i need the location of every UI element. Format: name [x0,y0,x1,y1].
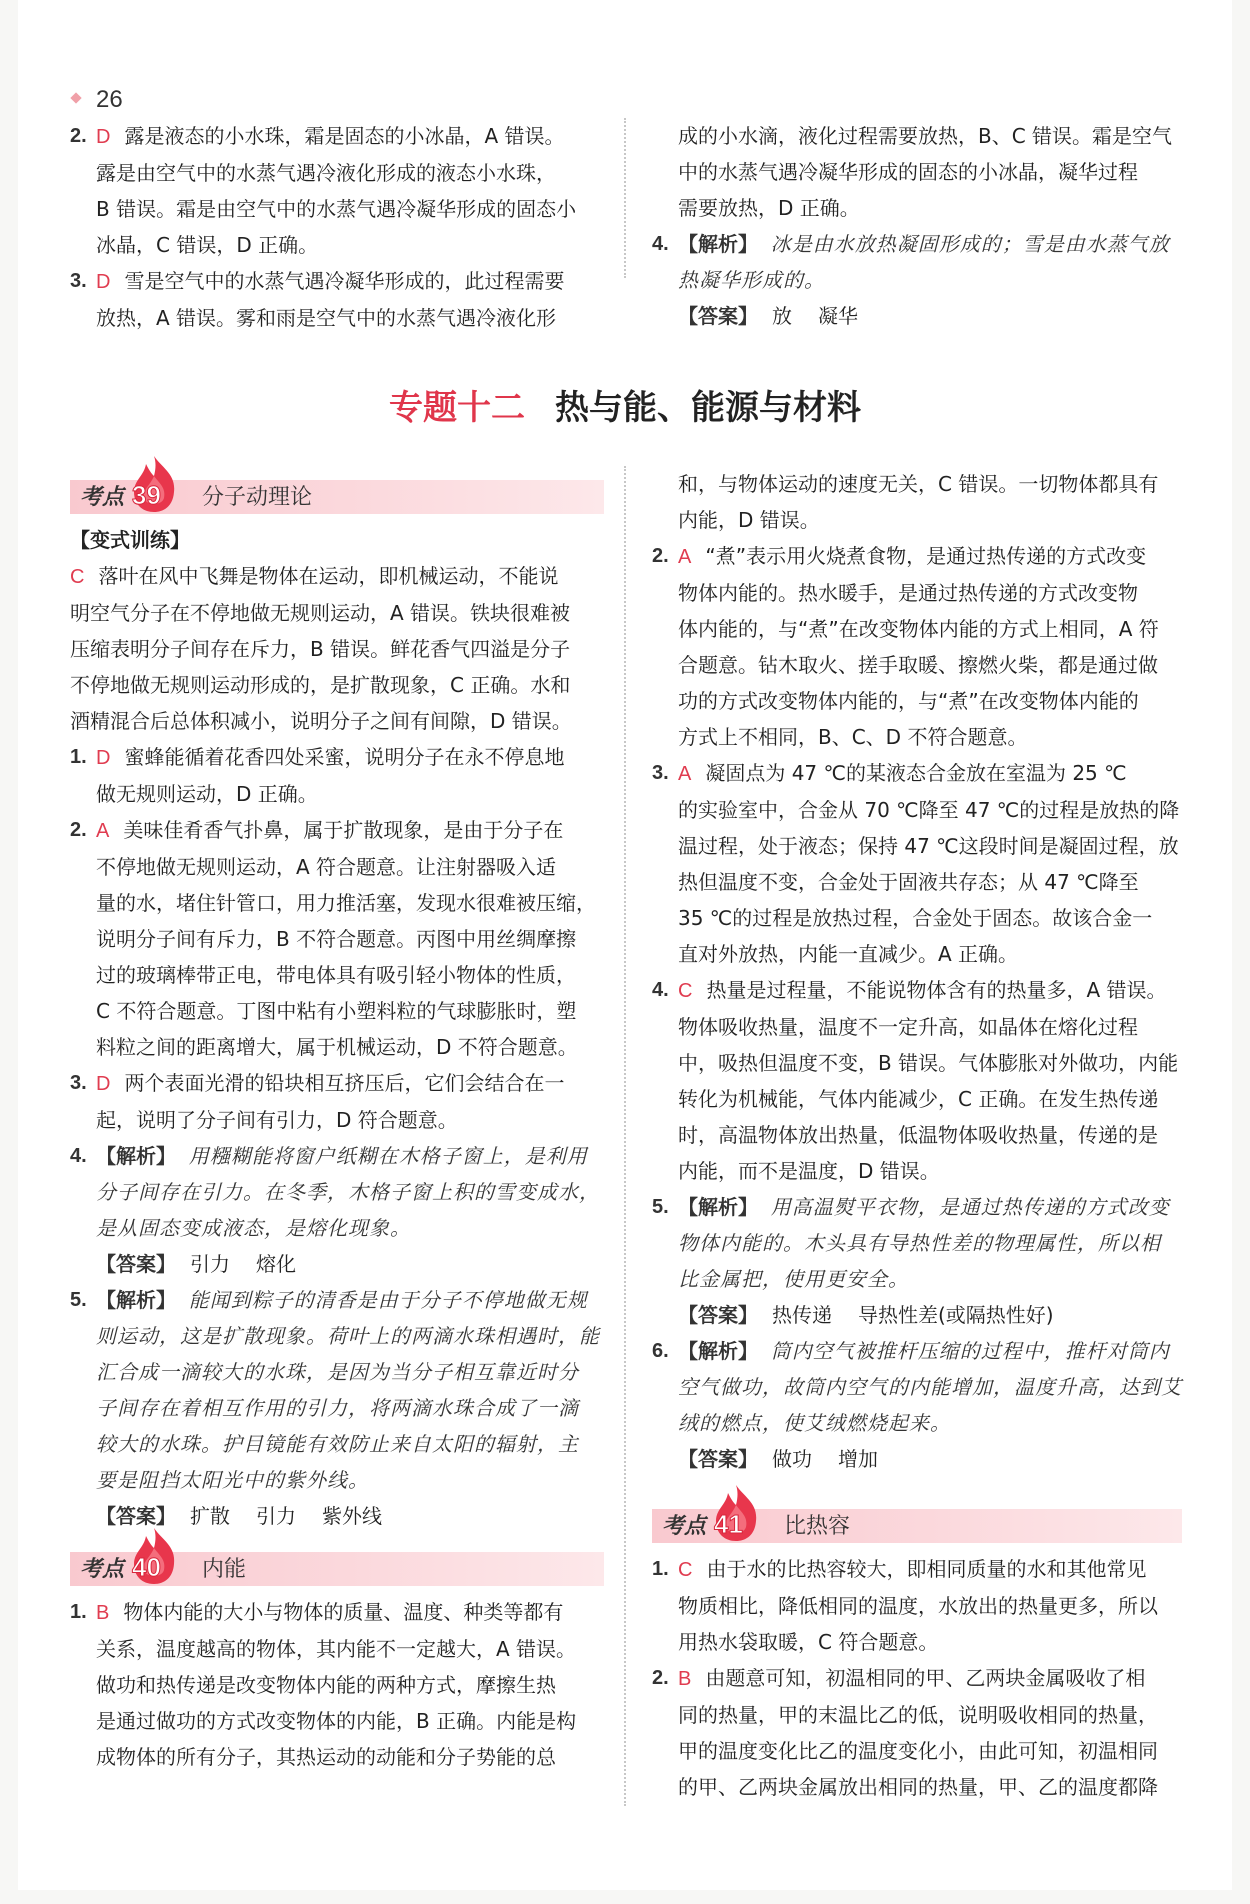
variant-training-heading: 【变式训练】 [70,528,190,552]
left-column [70,466,604,1775]
analysis-item: 5. 【解析】 用高温熨平衣物，是通过热传递的方式改变 物体内能的。木头具有导热性差的物理属性，所以相 比金属把，使用更安全。 [652,1195,1170,1291]
kaodian-41-header: 考点 41 比热容 [652,1497,1182,1543]
kaodian-40-header: 考点 40 内能 [70,1540,604,1586]
answer-line: 【答案】 做功 增加 [678,1447,878,1471]
answer-line: 【答案】 引力 熔化 [96,1252,296,1276]
answer-tag: 【答案】 [678,1303,758,1327]
section-heading: 热与能、能源与材料 [555,388,861,428]
kaodian-title: 分子动理论 [202,485,313,510]
analysis-tag: 【解析】 [678,1195,758,1219]
answer-letter: B [96,1602,110,1624]
analysis-tag: 【解析】 [96,1288,176,1312]
kaodian-number: 41 [714,1509,743,1539]
top-left-column [70,118,604,336]
answer-letter: A [678,546,692,568]
answer-tag: 【答案】 [96,1504,176,1528]
answer-letter: C [678,980,693,1002]
analysis-tag: 【解析】 [678,232,758,256]
analysis-tag: 【解析】 [678,1339,758,1363]
analysis-item: 6. 【解析】 筒内空气被推杆压缩的过程中，推杆对筒内 空气做功，故筒内空气的内能增加，温度升高，达到艾 绒的燃点，使艾绒燃烧起来。 [652,1339,1182,1435]
kaodian-title: 内能 [202,1557,247,1582]
answer-letter: C [70,566,85,588]
kaodian-number: 40 [132,1552,161,1582]
variant-training-answer: C 落叶在风中飞舞是物体在运动，即机械运动，不能说 明空气分子在不停地做无规则运动，A 错误。铁块很难被 压缩表明分子间存在斥力，B 错误。鲜花香气四溢是分子 不停地做无规则运动形成的，是扩散现象，C 正确。水和 酒精混合后总体积减小，说明分子之间有间隙，D 错误。 [70,564,572,733]
answer-letter: D [96,126,111,148]
answer-letter: A [678,763,692,785]
answer-item: 1. B 物体内能的大小与物体的质量、温度、种类等都有 关系，温度越高的物体，其内能不一定越大，A 错误。 做功和热传递是改变物体内能的两种方式，摩擦生热 是通过做功的方式改变物体的内能，B 正确。内能是构 成物体的所有分子，其热运动的动能和分子势能的总 [70,1600,577,1769]
answer-letter: D [96,271,111,293]
analysis-item: 4. 【解析】 冰是由水放热凝固形成的；雪是由水蒸气放 热凝华形成的。 [652,232,1170,292]
page-number: 26 [96,86,123,113]
answer-item: 3. D 两个表面光滑的铅块相互挤压后，它们会结合在一 起，说明了分子间有引力，D 符合题意。 [70,1071,565,1132]
answer-item: 2. A 美味佳肴香气扑鼻，属于扩散现象，是由于分子在 不停地做无规则运动，A 符合题意。让注射器吸入适 量的水，堵住针管口，用力推活塞，发现水很难被压缩， 说明分子间有斥力，B 不符合题意。丙图中用丝绸摩擦 过的玻璃棒带正电，带电体具有吸引轻小物体的性质， C 不符合题意。丁图中粘有小塑料粒的气球膨胀时，塑 料粒之间的距离增大，属于机械运动，D 不符合题意。 [70,818,596,1059]
right-column [652,466,1182,1805]
answer-tag: 【答案】 [96,1252,176,1276]
answer-letter: B [678,1668,692,1690]
analysis-item: 4. 【解析】 用糨糊能将窗户纸糊在木格子窗上，是利用 分子间存在引力。在冬季，木格子窗上积的雪变成水， 是从固态变成液态，是熔化现象。 [70,1144,600,1240]
kaodian-39-header: 考点 39 分子动理论 [70,468,604,514]
kaodian-title: 比热容 [784,1514,851,1539]
answer-item: 1. C 由于水的比热容较大，即相同质量的水和其他常见 物质相比，降低相同的温度，水放出的热量更多，所以 用热水袋取暖，C 符合题意。 [652,1557,1158,1654]
answer-letter: C [678,1559,693,1581]
analysis-tag: 【解析】 [96,1144,176,1168]
kaodian-number: 39 [132,480,161,510]
answer-item: 3. A 凝固点为 47 ℃的某液态合金放在室温为 25 ℃ 的实验室中，合金从 70 ℃降至 47 ℃的过程是放热的降 温过程，处于液态；保持 47 ℃这段时间是凝固过程，放 热但温度不变，合金处于固液共存态；从 47 ℃降至 35 ℃的过程是放热过程，合金处于固态。故该合金一 直对外放热，内能一直减少。A 正确。 [652,761,1180,966]
answer-item: 2. A “煮”表示用火烧煮食物，是通过热传递的方式改变 物体内能的。热水暖手，是通过热传递的方式改变物 体内能的，与“煮”在改变物体内能的方式上相同，A 符 合题意。钻木取火、搓手取暖、擦燃火柴，都是通过做 功的方式改变物体内能的，与“煮”在改变物体内能的 方式上不相同，B、C、D 不符合题意。 [652,544,1159,749]
continued-text: 和，与物体运动的速度无关，C 错误。一切物体都具有 内能，D 错误。 [678,472,1159,532]
column-divider [624,118,626,278]
answer-item: 4. C 热量是过程量，不能说物体含有的热量多，A 错误。 物体吸收热量，温度不一定升高，如晶体在熔化过程 中，吸热但温度不变，B 错误。气体膨胀对外做功，内能 转化为机械能，气体内能减少，C 正确。在发生热传递 时，高温物体放出热量，低温物体吸收热量，传递的是 内能，而不是温度，D 错误。 [652,978,1179,1183]
answer-item: 1. D 蜜蜂能循着花香四处采蜜，说明分子在永不停息地 做无规则运动，D 正确。 [70,745,565,806]
analysis-item: 5. 【解析】 能闻到粽子的清香是由于分子不停地做无规 则运动，这是扩散现象。荷叶上的两滴水珠相遇时，能 汇合成一滴较大的水珠，是因为当分子相互靠近时分 子间存在着相互作用的引力，将两滴水珠合成了一滴 较大的水珠。护目镜能有效防止来自太阳的辐射，主 要是阻挡太阳光中的紫外线。 [70,1288,600,1492]
section-label: 专题十二 [389,388,525,428]
column-divider [624,466,626,1806]
answer-tag: 【答案】 [678,1447,758,1471]
answer-item: 3. D 雪是空气中的水蒸气遇冷凝华形成的，此过程需要 放热，A 错误。雾和雨是空气中的水蒸气遇冷液化形 [70,269,565,330]
answer-letter: A [96,820,110,842]
answer-tag: 【答案】 [678,304,758,328]
answer-line: 【答案】 扩散 引力 紫外线 [96,1504,382,1528]
top-right-column [652,118,1182,334]
answer-item: 2. B 由题意可知，初温相同的甲、乙两块金属吸收了相 同的热量，甲的末温比乙的低，说明吸收相同的热量， 甲的温度变化比乙的温度变化小，由此可知，初温相同 的甲、乙两块金属放出相同的热量，甲、乙的温度都降 [652,1666,1158,1799]
answer-line: 【答案】 热传递 导热性差(或隔热性好) [678,1303,1054,1327]
answer-letter: D [96,747,111,769]
answer-letter: D [96,1073,111,1095]
section-title [0,380,1250,429]
answer-line: 【答案】 放 凝华 [678,304,858,328]
continued-text: 成的小水滴，液化过程需要放热，B、C 错误。霜是空气 中的水蒸气遇冷凝华形成的固态的小冰晶，凝华过程 需要放热，D 正确。 [678,124,1173,220]
answer-item: 2. D 露是液态的小水珠，霜是固态的小冰晶，A 错误。 露是由空气中的水蒸气遇冷液化形成的液态小水珠， B 错误。霜是由空气中的水蒸气遇冷凝华形成的固态小 冰晶，C 错误，D 正确。 [70,124,577,257]
